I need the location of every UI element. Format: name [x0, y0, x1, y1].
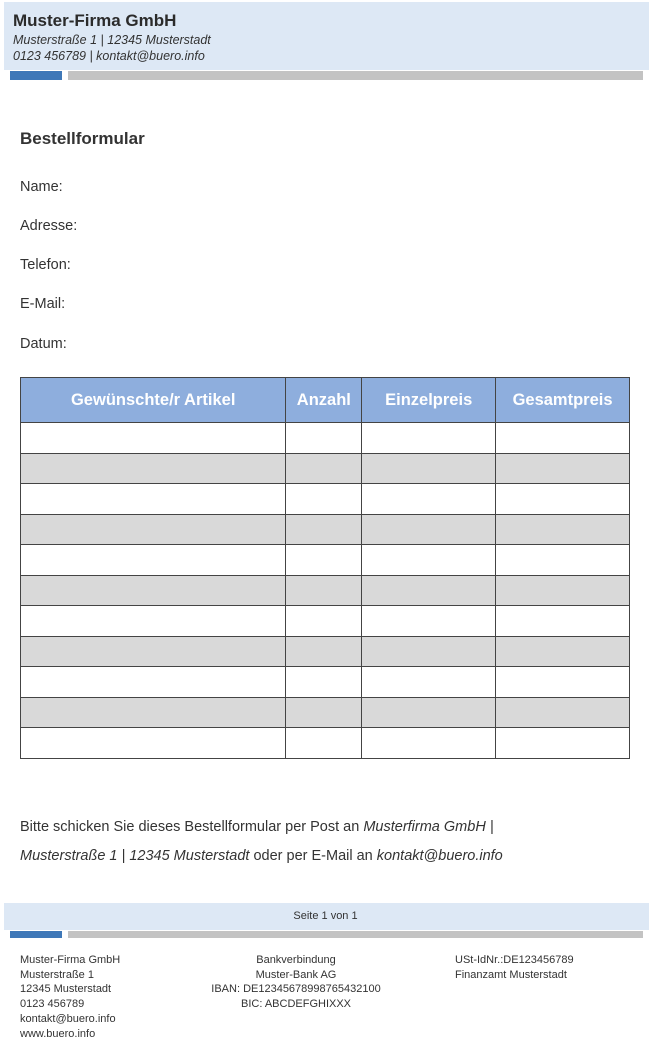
note-line-2 — [20, 848, 503, 864]
cell-unit-price[interactable] — [362, 728, 496, 759]
footer-bank-info — [196, 953, 396, 1012]
footer-phone: 0123 456789 — [20, 998, 85, 1011]
header-quantity: Anzahl — [286, 378, 362, 423]
cell-unit-price[interactable] — [362, 453, 496, 484]
cell-article[interactable] — [21, 514, 286, 545]
field-phone-label: Telefon: — [20, 257, 71, 273]
company-name: Muster-Firma GmbH — [13, 11, 177, 30]
header-unit-price: Einzelpreis — [362, 378, 496, 423]
cell-total-price[interactable] — [496, 667, 630, 698]
footer-company: Muster-Firma GmbH — [20, 954, 121, 966]
footer-email: kontakt@buero.info — [20, 1012, 116, 1025]
table-row — [21, 667, 630, 698]
note-mid: oder per E-Mail an — [249, 848, 377, 864]
cell-unit-price[interactable] — [362, 484, 496, 515]
table-row — [21, 575, 630, 606]
note-company: Musterfirma GmbH | — [363, 819, 494, 835]
footer-bank-name: Muster-Bank AG — [255, 968, 337, 981]
footer-website: www.buero.info — [20, 1027, 96, 1040]
footer-tax-info — [455, 953, 574, 982]
cell-article[interactable] — [21, 667, 286, 698]
note-email: kontakt@buero.info — [376, 848, 503, 864]
footer-iban: IBAN: DE12345678998765432100 — [211, 983, 381, 996]
header-accent-gray — [68, 71, 643, 80]
cell-unit-price[interactable] — [362, 697, 496, 728]
header-accent-blue — [10, 71, 62, 80]
table-row — [21, 728, 630, 759]
order-table-body — [21, 423, 630, 759]
cell-quantity[interactable] — [286, 514, 362, 545]
note-prefix: Bitte schicken Sie dieses Bestellformular per Post an — [20, 819, 364, 835]
company-address: Musterstraße 1 | 12345 Musterstadt — [13, 33, 211, 47]
company-contact: 0123 456789 | kontakt@buero.info — [13, 49, 205, 63]
cell-total-price[interactable] — [496, 453, 630, 484]
cell-unit-price[interactable] — [362, 606, 496, 637]
field-email-label: E-Mail: — [20, 296, 66, 312]
cell-article[interactable] — [21, 423, 286, 454]
cell-total-price[interactable] — [496, 423, 630, 454]
note-address: Musterstraße 1 | 12345 Musterstadt — [20, 848, 250, 864]
cell-quantity[interactable] — [286, 484, 362, 515]
footer-company-info — [20, 953, 120, 1041]
cell-unit-price[interactable] — [362, 575, 496, 606]
table-row — [21, 453, 630, 484]
cell-unit-price[interactable] — [362, 667, 496, 698]
cell-unit-price[interactable] — [362, 514, 496, 545]
cell-quantity[interactable] — [286, 545, 362, 576]
table-row — [21, 545, 630, 576]
cell-total-price[interactable] — [496, 636, 630, 667]
table-row — [21, 606, 630, 637]
table-row — [21, 636, 630, 667]
footer-accent-gray — [68, 931, 643, 938]
cell-article[interactable] — [21, 545, 286, 576]
cell-article[interactable] — [21, 453, 286, 484]
cell-total-price[interactable] — [496, 575, 630, 606]
cell-article[interactable] — [21, 575, 286, 606]
cell-total-price[interactable] — [496, 728, 630, 759]
cell-total-price[interactable] — [496, 697, 630, 728]
footer-bank-title: Bankverbindung — [256, 954, 336, 966]
cell-article[interactable] — [21, 606, 286, 637]
cell-quantity[interactable] — [286, 667, 362, 698]
cell-quantity[interactable] — [286, 728, 362, 759]
cell-total-price[interactable] — [496, 514, 630, 545]
footer-vat-id: USt-IdNr.:DE123456789 — [455, 954, 574, 966]
footer-bic: BIC: ABCDEFGHIXXX — [240, 998, 352, 1011]
cell-article[interactable] — [21, 697, 286, 728]
form-title: Bestellformular — [20, 129, 145, 148]
footer-tax-office: Finanzamt Musterstadt — [455, 968, 567, 981]
page-number: Seite 1 von 1 — [293, 910, 358, 922]
table-row — [21, 423, 630, 454]
cell-unit-price[interactable] — [362, 545, 496, 576]
footer-accent-blue — [10, 931, 62, 938]
cell-quantity[interactable] — [286, 423, 362, 454]
field-date-label: Datum: — [20, 336, 67, 352]
cell-quantity[interactable] — [286, 575, 362, 606]
footer-city: 12345 Musterstadt — [20, 983, 112, 996]
cell-quantity[interactable] — [286, 636, 362, 667]
table-row — [21, 697, 630, 728]
cell-total-price[interactable] — [496, 545, 630, 576]
order-table-header — [21, 378, 630, 423]
cell-total-price[interactable] — [496, 484, 630, 515]
cell-article[interactable] — [21, 636, 286, 667]
order-table — [20, 377, 630, 759]
note-line-1 — [20, 819, 494, 835]
table-row — [21, 484, 630, 515]
table-row — [21, 514, 630, 545]
cell-total-price[interactable] — [496, 606, 630, 637]
cell-quantity[interactable] — [286, 697, 362, 728]
header-total-price: Gesamtpreis — [496, 378, 630, 423]
cell-article[interactable] — [21, 728, 286, 759]
cell-quantity[interactable] — [286, 606, 362, 637]
header-article: Gewünschte/r Artikel — [21, 378, 286, 423]
field-address-label: Adresse: — [20, 218, 78, 234]
footer-street: Musterstraße 1 — [20, 968, 94, 981]
cell-unit-price[interactable] — [362, 636, 496, 667]
cell-quantity[interactable] — [286, 453, 362, 484]
cell-unit-price[interactable] — [362, 423, 496, 454]
field-name-label: Name: — [20, 179, 63, 195]
cell-article[interactable] — [21, 484, 286, 515]
